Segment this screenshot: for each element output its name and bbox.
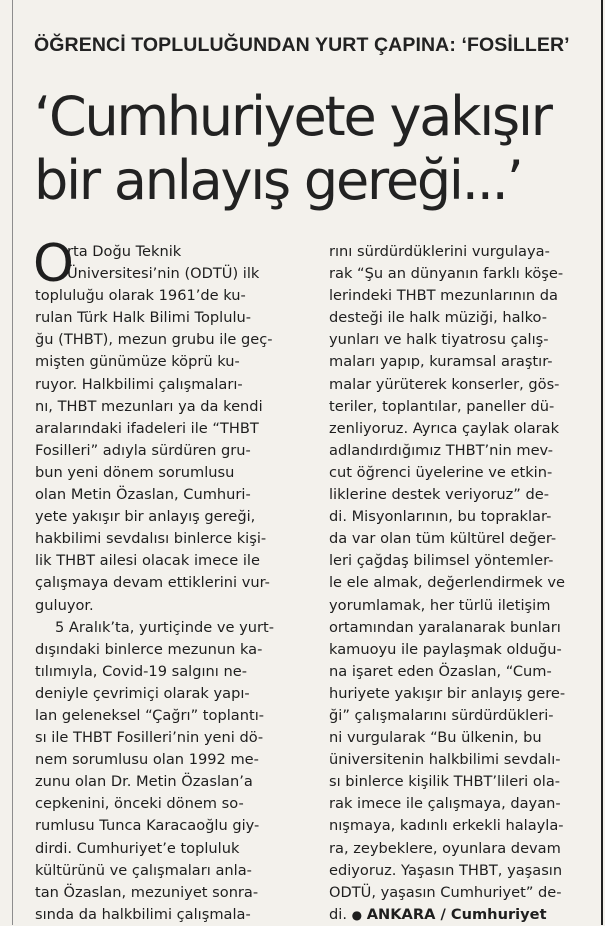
body-line: üniversitenin halkbilimi sevdalı- (329, 751, 561, 769)
body-line: da var olan tüm kültürel değer- (329, 530, 557, 548)
body-line: nem sorumlusu olan 1992 me- (35, 751, 259, 769)
body-line: zunu olan Dr. Metin Özaslan’a (35, 773, 253, 791)
body-line: huriyete yakışır bir anlayış gere- (329, 684, 566, 702)
body-line: hakbilimi sevdalısı binlerce kişi- (35, 530, 267, 548)
body-line: ediyoruz. Yaşasın THBT, yaşasın (329, 861, 563, 879)
body-line: 5 Aralık’ta, yurtiçinde ve yurt- (55, 618, 274, 636)
body-line: rak “Şu an dünyanın farklı köşe- (329, 265, 564, 283)
body-line: di. Misyonlarının, bu topraklar- (329, 508, 552, 526)
body-line: kamuoyu ile paylaşmak olduğu- (329, 640, 562, 658)
column-rule-left (12, 0, 13, 925)
headline-line-1: ‘Cumhuriyete yakışır (34, 85, 551, 148)
body-line: yunları ve halk tiyatrosu çalış- (329, 331, 549, 349)
body-line: lik THBT ailesi olacak imece ile (35, 552, 260, 570)
body-column-right (329, 241, 601, 926)
body-line: adlandırdığımız THBT’nin mev- (329, 441, 554, 459)
body-line: liklerine destek veriyoruz” de- (329, 486, 550, 504)
body-line: guluyor. (35, 596, 94, 614)
article-headline (34, 85, 604, 213)
body-line: topluluğu olarak 1961’de ku- (35, 287, 246, 305)
body-line-end: di. (329, 905, 347, 923)
body-line: tılımıyla, Covid-19 salgını ne- (35, 662, 247, 680)
body-line: aralarındaki ifadeleri ile “THBT (35, 419, 259, 437)
body-line: malar yürüterek konserler, gös- (329, 375, 560, 393)
body-line: dışındaki binlerce mezunun ka- (35, 640, 263, 658)
body-line: nışmaya, kadınlı erkekli halayla- (329, 817, 564, 835)
byline: ANKARA / Cumhuriyet (366, 905, 547, 923)
article-kicker: ÖĞRENCİ TOPLULUĞUNDAN YURT ÇAPINA: ‘FOSİLLER’ (34, 34, 570, 56)
body-line: dirdi. Cumhuriyet’e topluluk (35, 839, 240, 857)
body-line: na işaret eden Özaslan, “Cum- (329, 662, 552, 680)
body-line: teriler, toplantılar, paneller dü- (329, 397, 555, 415)
body-line: rumlusu Tunca Karacaoğlu giy- (35, 817, 260, 835)
body-line: kültürünü ve çalışmaları anla- (35, 861, 252, 879)
body-line: lerindeki THBT mezunlarının da (329, 287, 558, 305)
body-line: ği” çalışmalarını sürdürdükleri- (329, 706, 554, 724)
body-line: leri çağdaş bilimsel yöntemler- (329, 552, 554, 570)
body-line: ni vurgularak “Bu ülkenin, bu (329, 729, 542, 747)
body-line: Fosilleri” adıyla sürdüren gru- (35, 441, 251, 459)
drop-cap: O (33, 234, 74, 294)
body-line: zenliyoruz. Ayrıca çaylak olarak (329, 419, 560, 437)
body-line: maları yapıp, kuramsal araştır- (329, 353, 553, 371)
body-line: lan geleneksel “Çağrı” toplantı- (35, 706, 265, 724)
body-line: ortamından yaralanarak bunları (329, 618, 561, 636)
body-last-line (329, 904, 601, 926)
body-line: cepkenini, önceki dönem so- (35, 795, 244, 813)
body-line: olan Metin Özaslan, Cumhuri- (35, 486, 251, 504)
body-line: sı binlerce kişilik THBT’lileri ola- (329, 773, 561, 791)
body-line: Üniversitesi’nin (ODTÜ) ilk (67, 265, 260, 283)
body-line: ra, zeybeklere, oyunlara devam (329, 839, 561, 857)
body-line: desteği ile halk müziği, halko- (329, 309, 547, 327)
body-line: mişten günümüze köprü ku- (35, 353, 240, 371)
body-line: bun yeni dönem sorumlusu (35, 463, 235, 481)
byline-bullet: ● (351, 907, 363, 922)
body-line: rta Doğu Teknik (67, 243, 182, 260)
body-column-left (33, 234, 321, 926)
body-line: yete yakışır bir anlayış gereği, (35, 508, 256, 526)
body-line: cut öğrenci üyelerine ve etkin- (329, 463, 553, 481)
body-line: tan Özaslan, mezuniyet sonra- (35, 883, 259, 901)
body-line: ruyor. Halkbilimi çalışmaları- (35, 375, 243, 393)
body-line: rulan Türk Halk Bilimi Toplulu- (35, 309, 252, 327)
body-line: deniyle çevrimiçi olarak yapı- (35, 684, 250, 702)
body-line: ğu (THBT), mezun grubu ile geç- (35, 331, 273, 349)
body-line: rını sürdürdüklerini vurgulaya- (329, 243, 550, 260)
body-line: sı ile THBT Fosilleri’nin yeni dö- (35, 729, 264, 747)
body-line: çalışmaya devam ettiklerini vur- (35, 574, 270, 592)
body-line: sında da halkbilimi çalışmala- (35, 905, 251, 923)
body-line: rak imece ile çalışmaya, dayan- (329, 795, 561, 813)
body-line: ODTÜ, yaşasın Cumhuriyet” de- (329, 883, 562, 901)
headline-line-2: bir anlayış gereği...’ (34, 149, 522, 212)
body-line: le ele almak, değerlendirmek ve (329, 574, 565, 592)
body-line: nı, THBT mezunları ya da kendi (35, 397, 263, 415)
body-line: yorumlamak, her türlü iletişim (329, 596, 551, 614)
